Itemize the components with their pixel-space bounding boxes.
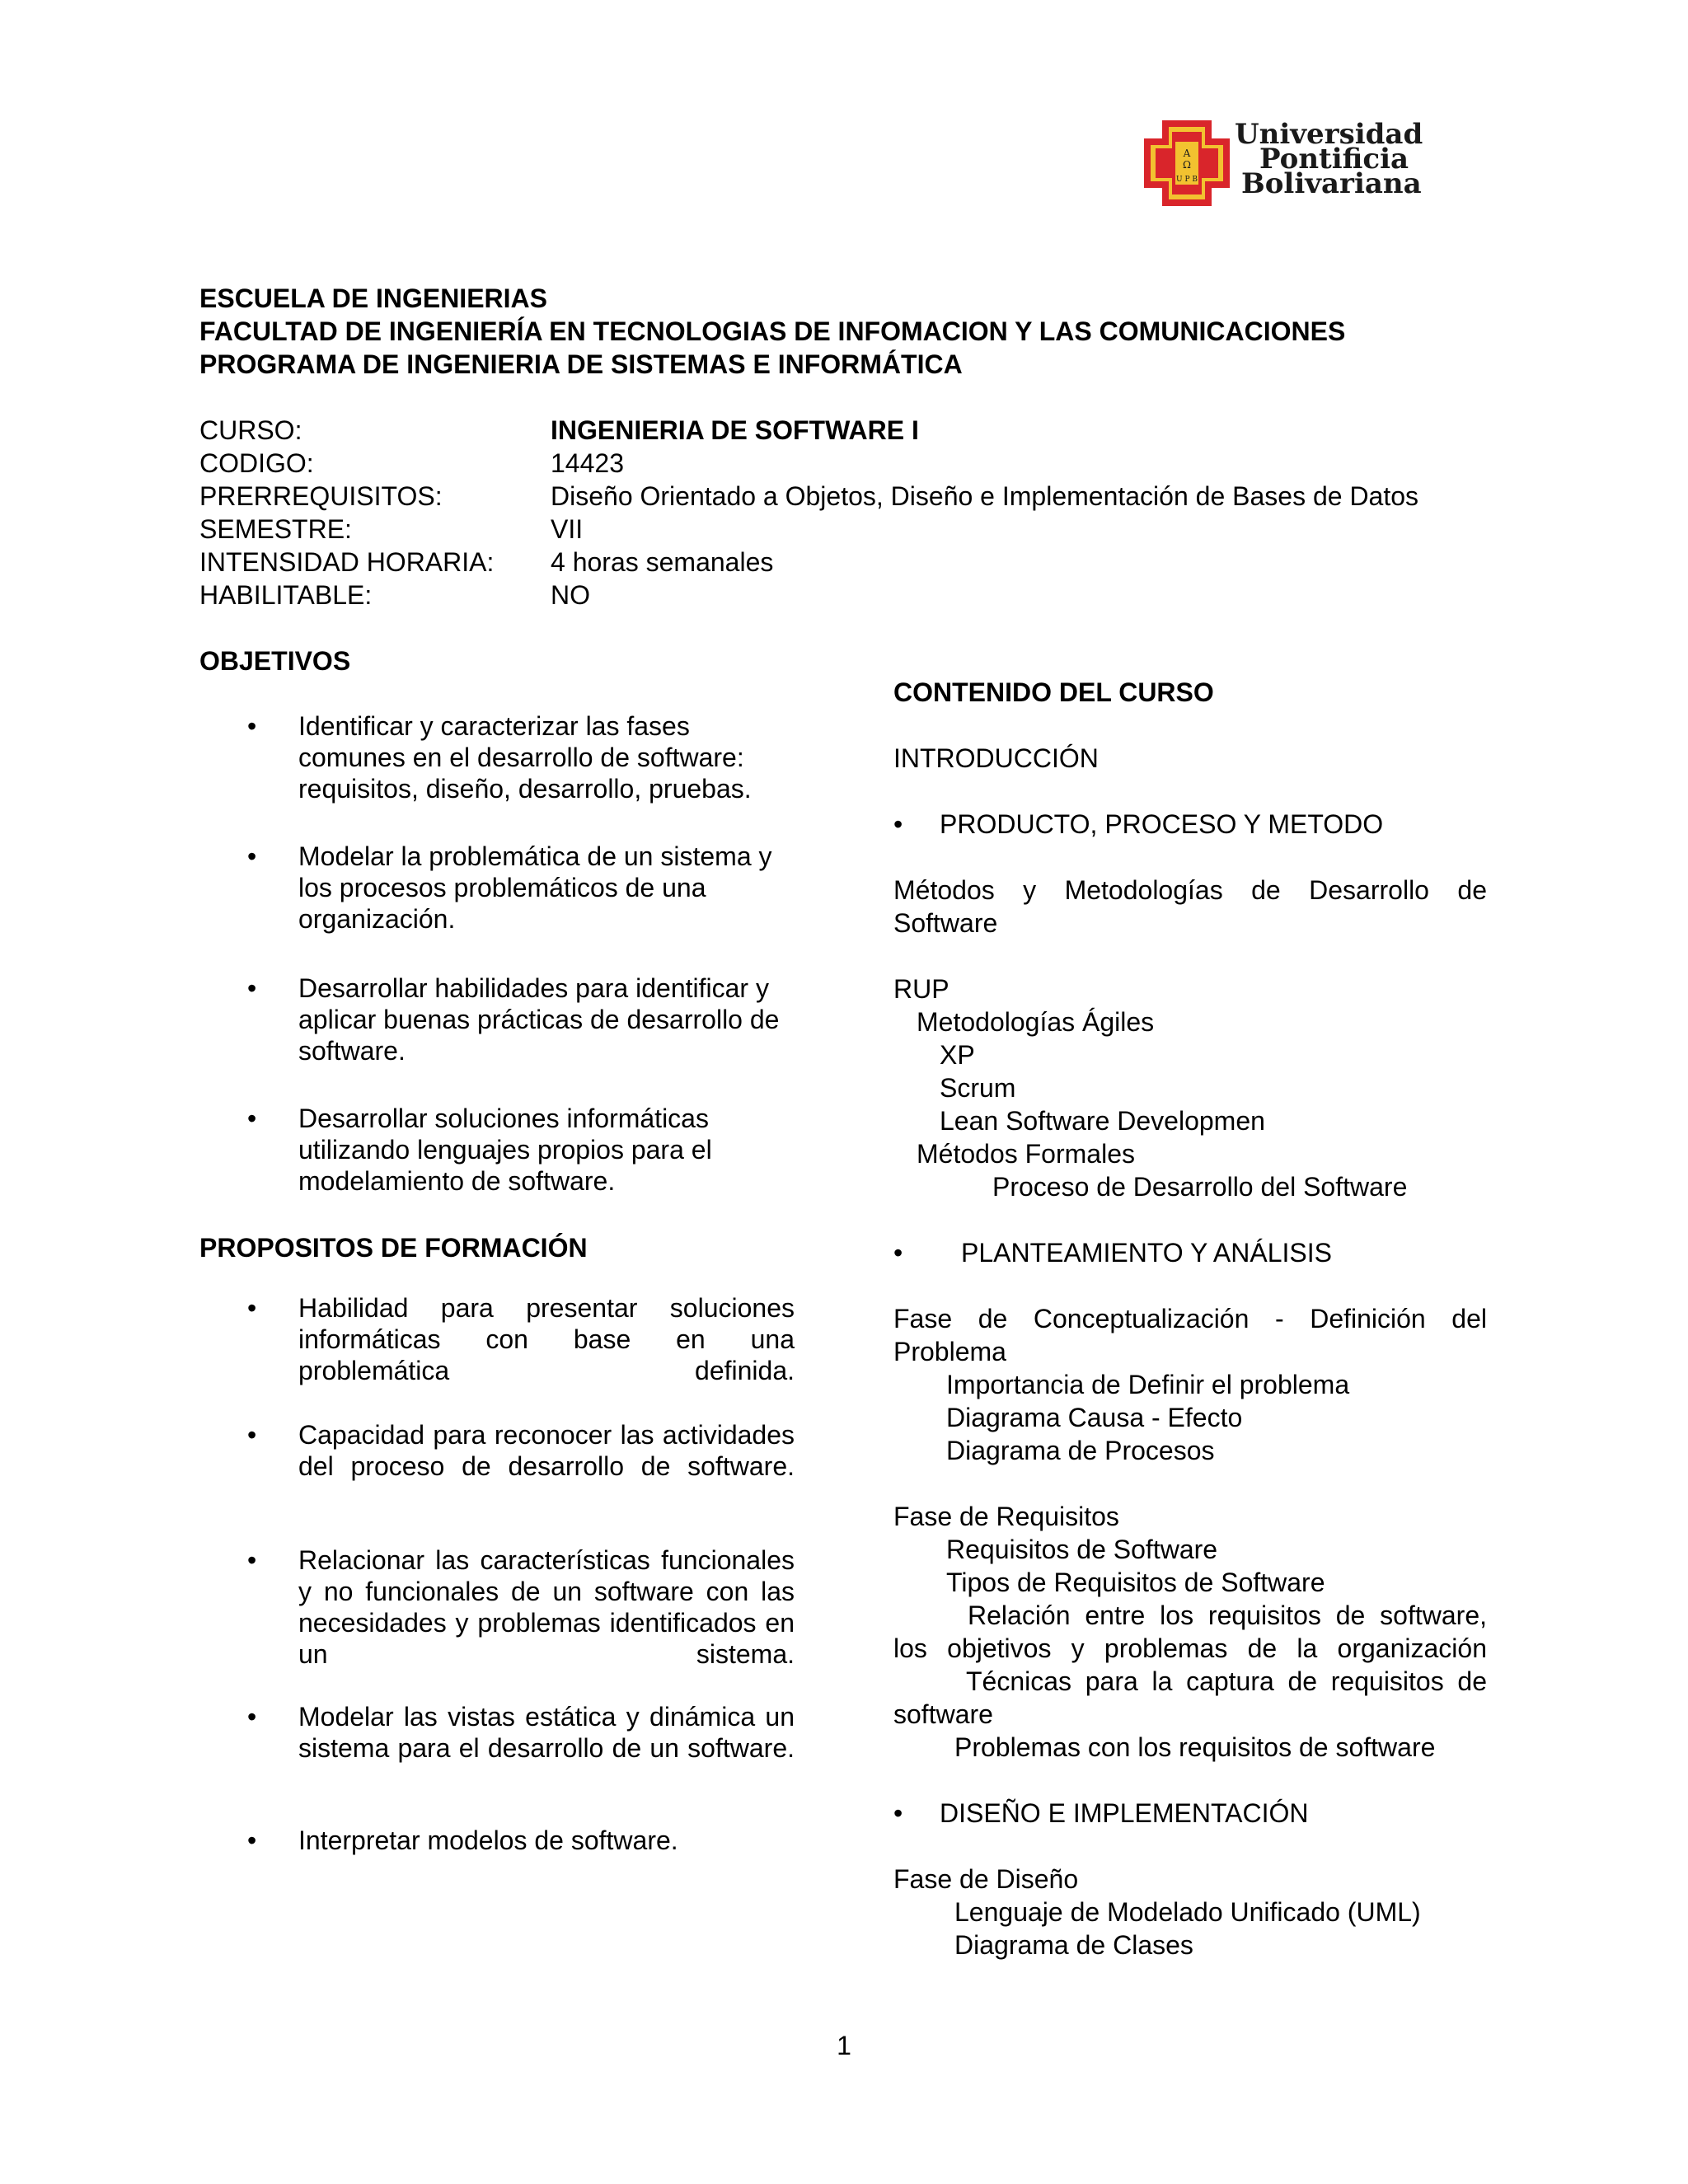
item-tipos-requisitos: Tipos de Requisitos de Software <box>946 1568 1325 1597</box>
fase-requisitos: Fase de Requisitos <box>893 1502 1119 1531</box>
bullet-icon: • <box>247 711 257 741</box>
curso-value: INGENIERIA DE SOFTWARE I <box>551 415 919 445</box>
page-number: 1 <box>837 2031 851 2060</box>
fase-conceptualizacion: Fase de Conceptualización - Definición del Problema <box>893 1304 1487 1366</box>
intensidad-value: 4 horas semanales <box>551 547 774 577</box>
item-lean: Lean Software Developmen <box>940 1106 1265 1136</box>
bullet-icon: • <box>247 1825 257 1855</box>
crest-icon <box>1137 114 1236 213</box>
item-diagrama-procesos: Diagrama de Procesos <box>946 1436 1215 1465</box>
bullet-icon: • <box>247 1104 257 1133</box>
objetivos-title: OBJETIVOS <box>199 646 351 676</box>
bullet-icon: • <box>893 809 903 839</box>
header-school: ESCUELA DE INGENIERIAS <box>199 284 547 313</box>
bullet-icon: • <box>893 1238 903 1268</box>
habilitable-value: NO <box>551 580 590 610</box>
header-program: PROGRAMA DE INGENIERIA DE SISTEMAS E INFORMÁTICA <box>199 349 963 379</box>
proposito-text: Modelar las vistas estática y dinámica un sistema para el desarrollo de un software. <box>298 1702 795 1763</box>
logo-wordmark <box>1235 118 1423 200</box>
item-problemas: Problemas con los requisitos de software <box>954 1732 1436 1762</box>
metodos-paragraph: Métodos y Metodologías de Desarrollo de Software <box>893 875 1487 938</box>
proposito-text: Relacionar las características funcionales y no funcionales de un software con las necesidades y problemas identificados en un sistema. <box>298 1545 795 1669</box>
codigo-label: CODIGO: <box>199 448 314 478</box>
university-logo <box>1137 114 1434 213</box>
prerrequisitos-label: PRERREQUISITOS: <box>199 481 443 511</box>
crest-omega: Ω <box>1183 159 1191 171</box>
crest-upb: U P B <box>1176 176 1198 184</box>
propositos-title: PROPOSITOS DE FORMACIÓN <box>199 1233 588 1263</box>
objetivo-text: Modelar la problemática de un sistema y los procesos problemáticos de una organización. <box>298 841 772 934</box>
item-rup: RUP <box>893 974 950 1004</box>
item-formales: Métodos Formales <box>917 1139 1135 1169</box>
section-planteamiento: PLANTEAMIENTO Y ANÁLISIS <box>961 1238 1332 1268</box>
bullet-icon: • <box>247 841 257 871</box>
bullet-icon: • <box>247 1545 257 1575</box>
logo-line-2: Pontificia <box>1259 143 1409 176</box>
bullet-icon: • <box>247 973 257 1003</box>
item-requisitos-software: Requisitos de Software <box>946 1535 1218 1564</box>
item-importancia: Importancia de Definir el problema <box>946 1370 1350 1399</box>
item-relacion: Relación entre los requisitos de software, los objetivos y problemas de la organización <box>893 1601 1487 1663</box>
bullet-icon: • <box>247 1293 257 1323</box>
logo-line-3: Bolivariana <box>1241 167 1422 200</box>
crest-alpha: A <box>1183 148 1191 159</box>
item-clases: Diagrama de Clases <box>954 1930 1193 1960</box>
proposito-text: Habilidad para presentar soluciones informáticas con base en una problemática definida. <box>298 1293 795 1385</box>
curso-label: CURSO: <box>199 415 302 445</box>
proposito-text: Interpretar modelos de software. <box>298 1825 678 1855</box>
item-proceso: Proceso de Desarrollo del Software <box>992 1172 1408 1202</box>
bullet-icon: • <box>893 1798 903 1828</box>
semestre-value: VII <box>551 514 584 544</box>
codigo-value: 14423 <box>551 448 624 478</box>
logo-line-1: Universidad <box>1235 118 1423 151</box>
section-producto: PRODUCTO, PROCESO Y METODO <box>940 809 1384 839</box>
header-faculty: FACULTAD DE INGENIERÍA EN TECNOLOGIAS DE INFOMACION Y LAS COMUNICACIONES <box>199 316 1346 346</box>
item-tecnicas: Técnicas para la captura de requisitos de software <box>893 1666 1487 1729</box>
document-header <box>199 282 1345 381</box>
item-causa-efecto: Diagrama Causa - Efecto <box>946 1403 1243 1432</box>
objetivo-text: Identificar y caracterizar las fases comunes en el desarrollo de software: requisitos, diseño, desarrollo, pruebas. <box>298 711 752 804</box>
bullet-icon: • <box>247 1420 257 1450</box>
fase-diseno: Fase de Diseño <box>893 1864 1079 1894</box>
intensidad-label: INTENSIDAD HORARIA: <box>199 547 495 577</box>
semestre-label: SEMESTRE: <box>199 514 352 544</box>
objetivo-text: Desarrollar habilidades para identificar y aplicar buenas prácticas de desarrollo de software. <box>298 973 780 1066</box>
contenido-title: CONTENIDO DEL CURSO <box>893 677 1214 707</box>
introduccion-heading: INTRODUCCIÓN <box>893 743 1099 773</box>
bullet-icon: • <box>247 1702 257 1732</box>
item-scrum: Scrum <box>940 1073 1016 1103</box>
item-agiles: Metodologías Ágiles <box>917 1007 1155 1037</box>
proposito-text: Capacidad para reconocer las actividades del proceso de desarrollo de software. <box>298 1420 795 1481</box>
habilitable-label: HABILITABLE: <box>199 580 373 610</box>
objetivo-text: Desarrollar soluciones informáticas utilizando lenguajes propios para el modelamiento de software. <box>298 1104 712 1196</box>
section-diseno: DISEÑO E IMPLEMENTACIÓN <box>940 1798 1309 1828</box>
item-uml: Lenguaje de Modelado Unificado (UML) <box>954 1897 1421 1927</box>
prerrequisitos-value: Diseño Orientado a Objetos, Diseño e Implementación de Bases de Datos <box>551 481 1419 511</box>
item-xp: XP <box>940 1040 975 1070</box>
